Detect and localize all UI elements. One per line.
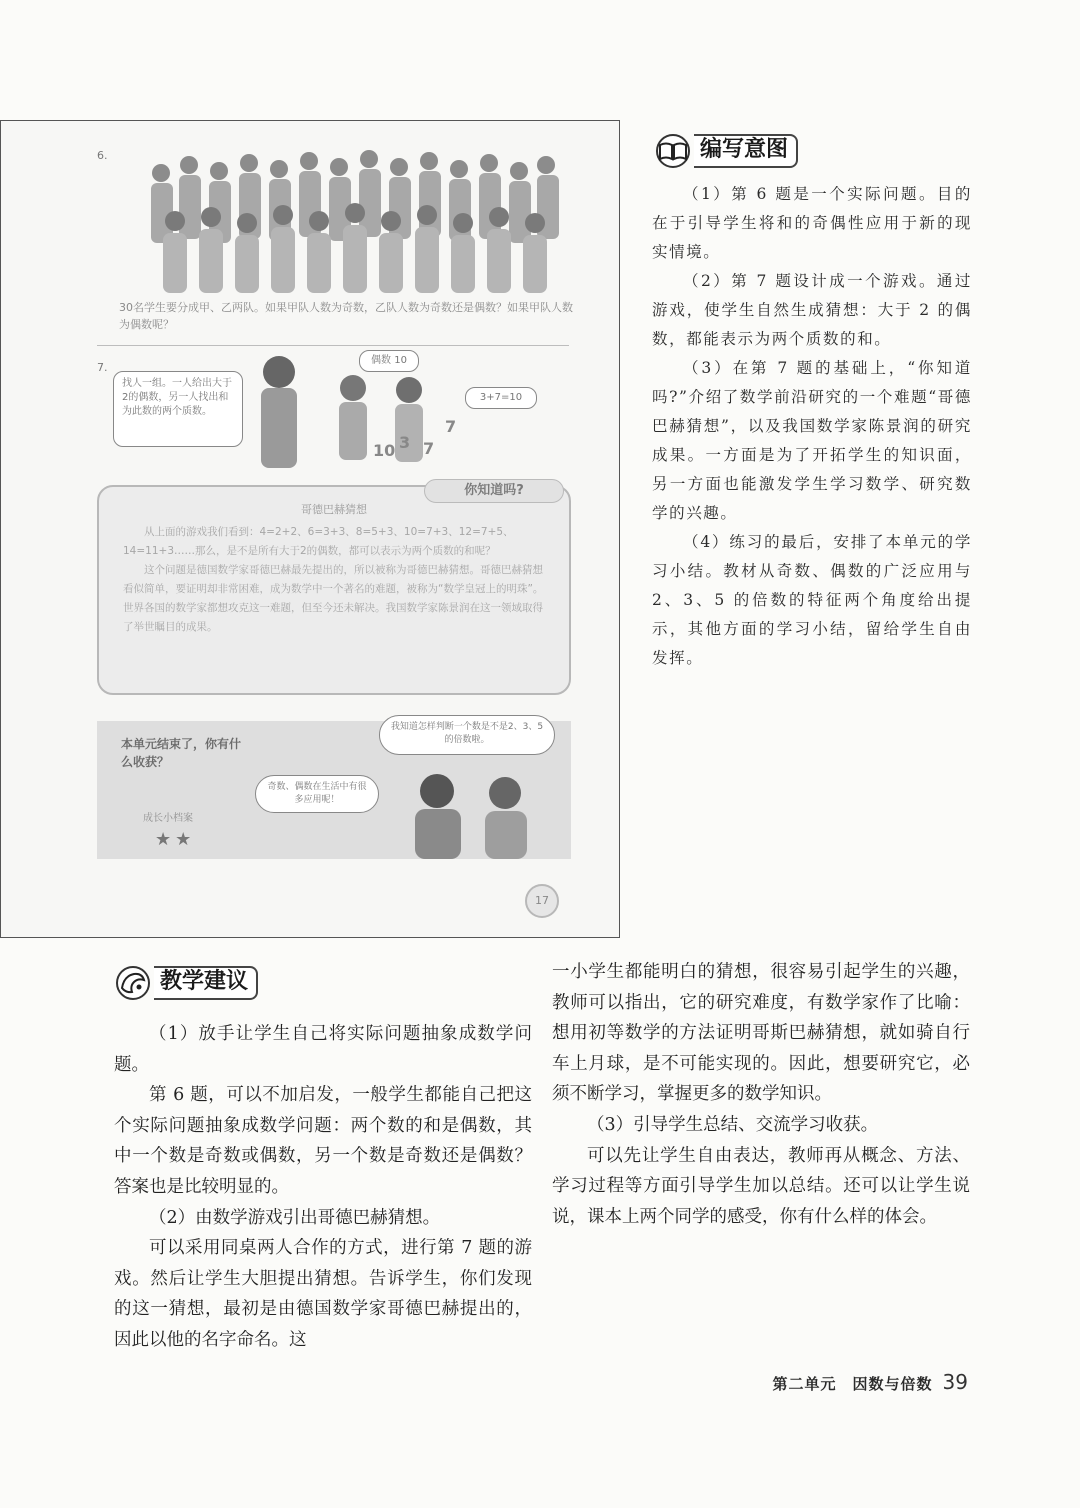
info-body: [123, 523, 553, 637]
equation-bubble: 3+7=10: [465, 387, 537, 409]
student-crowd-illustration: [141, 143, 571, 313]
did-you-know-box: [97, 485, 571, 695]
svg-text:10: 10: [373, 441, 396, 460]
suggestion-heading: [112, 966, 258, 1000]
suggestion-paragraph: 一小学生都能明白的猜想，很容易引起学生的兴趣，教师可以指出，它的研究难度，有数学家作了比喻：想用初等数学的方法证明哥斯巴赫猜想，就如骑自行车上月球，是不可能实现的。因此，想要研究它，必须不断学习，掌握更多的数学知识。: [552, 962, 970, 1105]
suggestion-paragraph: （3）引导学生总结、交流学习收获。: [587, 1114, 879, 1135]
intent-paragraph: （4）练习的最后，安排了本单元的学习小结。教材从奇数、偶数的广泛应用与 2、3、5 的倍数的特征两个角度给出提示，其他方面的学习小结，留给学生自由发挥。: [652, 533, 972, 667]
summary-question: 本单元结束了，你有什么收获？: [121, 737, 242, 769]
did-you-know-tab: 你知道吗?: [424, 479, 564, 503]
intent-paragraph: （1）第 6 题是一个实际问题。目的在于引导学生将和的奇偶性应用于新的现实情境。: [652, 185, 972, 261]
two-students-illustration: [397, 769, 557, 859]
svg-text:7: 7: [445, 417, 457, 436]
question-7-number: 7.: [97, 361, 108, 374]
intent-heading-label: 编写意图: [694, 134, 798, 168]
info-paragraph: 这个问题是德国数学家哥德巴赫最先提出的，所以被称为哥德巴赫猜想。哥德巴赫猜想看似简单，要证明却非常困难，成为数学中一个著名的难题，被称为“数学皇冠上的明珠”。世界各国的数学家都想攻克这一难题，但至今还未解决。我国数学家陈景润在这一领域取得了举世瞩目的成果。: [123, 564, 544, 633]
page-footer: [773, 1370, 968, 1394]
suggestion-paragraph: （1）放手让学生自己将实际问题抽象成数学问题。: [114, 1024, 532, 1075]
suggestion-paragraph: （2）由数学游戏引出哥德巴赫猜想。: [149, 1207, 441, 1228]
rating-stars: ★★: [155, 829, 196, 850]
intent-body: [652, 180, 972, 673]
summary-speech-bubble: 奇数、偶数在生活中有很多应用呢！: [255, 775, 379, 813]
question-6-number: 6.: [97, 149, 108, 162]
suggestion-paragraph: 可以采用同桌两人合作的方式，进行第 7 题的游戏。然后让学生大胆提出猜想。告诉学生，你们发现的这一猜想，最初是由德国数学家哥德巴赫提出的，因此以他的名字命名。这: [114, 1238, 532, 1350]
teacher-and-students-illustration: [241, 346, 471, 476]
suggestion-paragraph: 第 6 题，可以不加启发，一般学生都能自己把这个实际问题抽象成数学问题：两个数的和是偶数，其中一个数是奇数或偶数，另一个数是奇数还是偶数？答案也是比较明显的。: [114, 1085, 532, 1197]
even-number-bubble: 偶数 10: [359, 350, 419, 372]
info-title: 哥德巴赫猜想: [301, 503, 367, 516]
suggestion-right-column: [552, 957, 970, 1232]
summary-speech-bubble: 我知道怎样判断一个数是不是2、3、5的倍数啦。: [379, 715, 555, 755]
page-number: 39: [942, 1370, 968, 1394]
svg-text:3: 3: [399, 433, 411, 452]
growth-record-label: 成长小档案: [143, 813, 193, 824]
textbook-page-image: [0, 120, 620, 938]
unit-summary-box: [97, 721, 571, 859]
open-book-icon: [652, 134, 694, 168]
game-instruction-bubble: 找人一组。一人给出大于2的偶数，另一人找出和为此数的两个质数。: [113, 371, 243, 447]
textbook-page-number: 17: [525, 884, 559, 918]
suggestion-heading-label: 教学建议: [154, 966, 258, 1000]
question-6-text: 30名学生要分成甲、乙两队。如果甲队人数为奇数，乙队人数为奇数还是偶数？如果甲队人数为偶数呢？: [119, 301, 573, 331]
svg-text:7: 7: [423, 439, 435, 458]
suggestion-paragraph: 可以先让学生自由表达，教师再从概念、方法、学习过程等方面引导学生加以总结。还可以让学生说说，课本上两个同学的感受，你有什么样的体会。: [552, 1145, 970, 1227]
teaching-hand-icon: [112, 966, 154, 1000]
intent-paragraph: （3）在第 7 题的基础上，“你知道吗?”介绍了数学前沿研究的一个难题“哥德巴赫猜想”，以及我国数学家陈景润的研究成果。一方面是为了开拓学生的知识面，另一方面也能激发学生学习数学、研究数学的兴趣。: [652, 359, 972, 522]
unit-title: 第二单元 因数与倍数: [772, 1375, 933, 1393]
intent-paragraph: （2）第 7 题设计成一个游戏。通过游戏，使学生自然生成猜想：大于 2 的偶数，都能表示为两个质数的和。: [652, 272, 972, 348]
intent-heading: [652, 134, 798, 168]
suggestion-left-column: [114, 1019, 532, 1356]
info-paragraph: 从上面的游戏我们看到：4=2+2、6=3+3、8=5+3、10=7+3、12=7+5、14=11+3……那么，是不是所有大于2的偶数，都可以表示为两个质数的和呢？: [123, 526, 514, 557]
